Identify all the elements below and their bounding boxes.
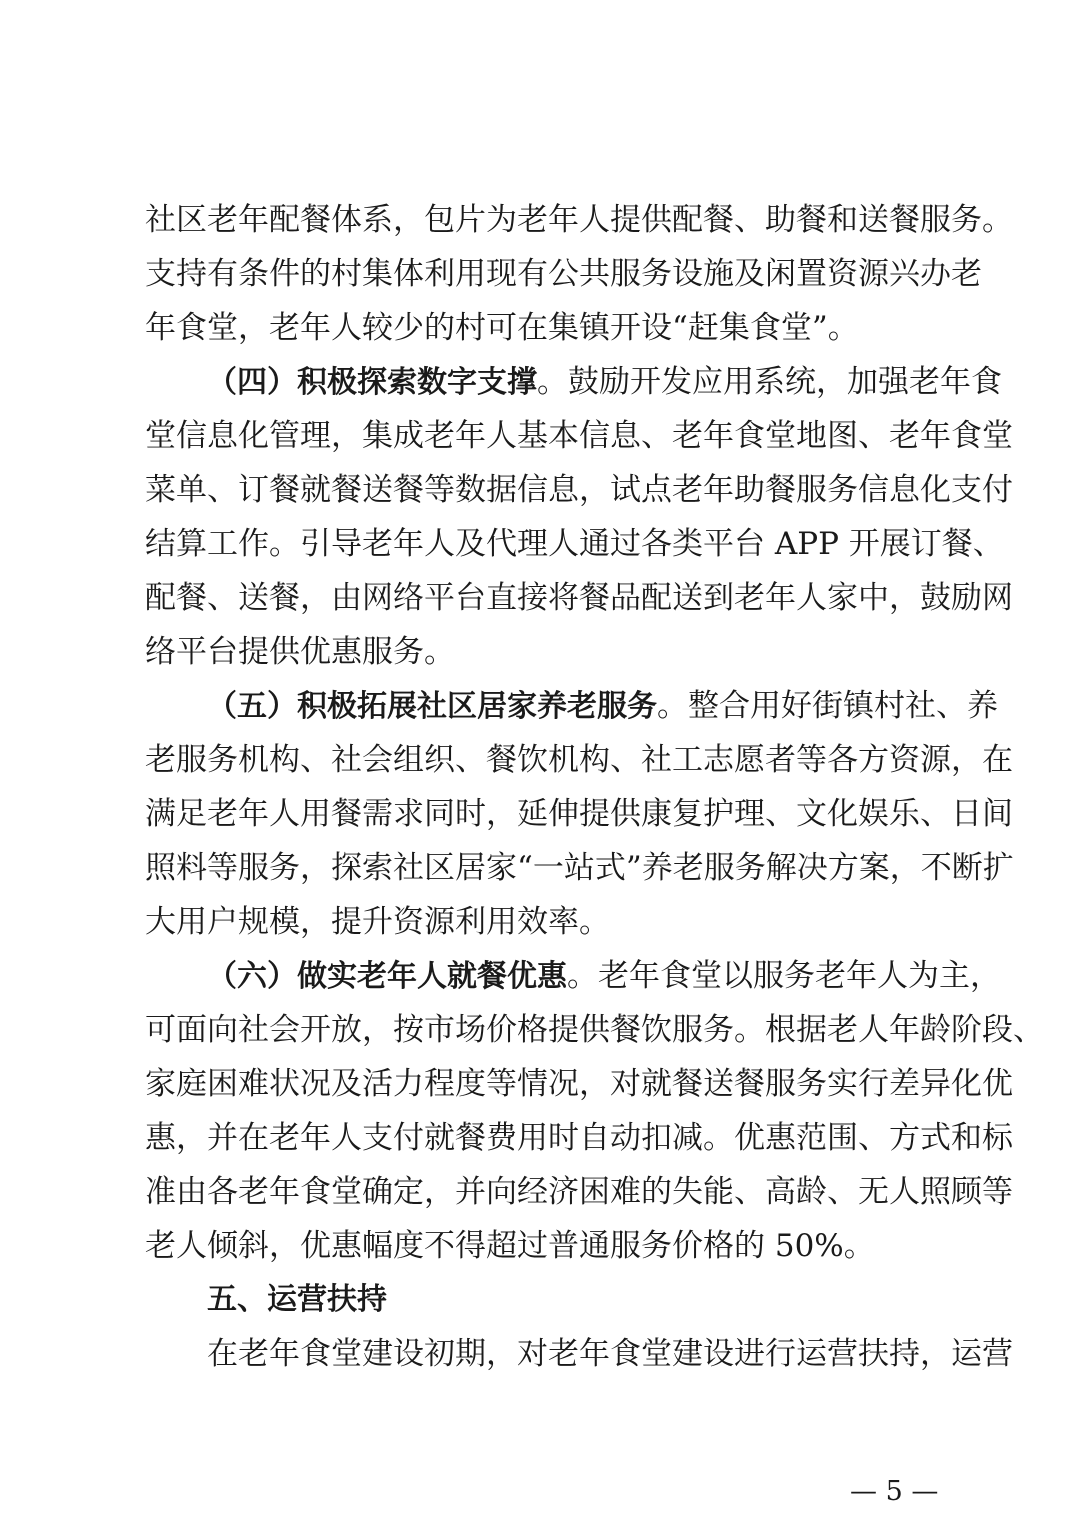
paragraph-lead: （四）积极探索数字支撑	[207, 365, 537, 400]
paragraph-1	[145, 193, 1013, 355]
page-number: — 5 —	[850, 1476, 939, 1507]
text-line: 家庭困难状况及活力程度等情况，对就餐送餐服务实行差异化优	[145, 1066, 1013, 1102]
paragraph-lead-rest: 。鼓励开发应用系统，加强老年食	[537, 364, 1002, 400]
text-line: 满足老年人用餐需求同时，延伸提供康复护理、文化娱乐、日间	[145, 796, 1013, 832]
paragraph-lead-rest: 。老年食堂以服务老年人为主，	[567, 958, 1001, 994]
text-line: 堂信息化管理，集成老年人基本信息、老年食堂地图、老年食堂	[145, 418, 1013, 454]
text-line: 大用户规模，提升资源利用效率。	[145, 904, 610, 940]
text-line: 支持有条件的村集体利用现有公共服务设施及闲置资源兴办老	[145, 256, 982, 292]
text-line: 准由各老年食堂确定，并向经济困难的失能、高龄、无人照顾等	[145, 1174, 1013, 1210]
text-line: 照料等服务，探索社区居家“一站式”养老服务解决方案，不断扩	[145, 850, 1014, 886]
text-line: 结算工作。引导老年人及代理人通过各类平台 APP 开展订餐、	[145, 526, 1004, 562]
text-line	[145, 949, 1001, 1003]
paragraph-4	[145, 949, 1044, 1273]
paragraph-3	[145, 679, 1014, 949]
text-line	[145, 679, 998, 733]
section-heading: 五、运营扶持	[207, 1282, 387, 1317]
text-line: 络平台提供优惠服务。	[145, 634, 455, 670]
paragraph-lead: （五）积极拓展社区居家养老服务	[207, 689, 657, 724]
document-page	[145, 193, 1044, 1381]
paragraph-2	[145, 355, 1013, 679]
text-line: 惠，并在老年人支付就餐费用时自动扣减。优惠范围、方式和标	[145, 1120, 1013, 1156]
text-line	[145, 355, 1002, 409]
text-line: 年食堂，老年人较少的村可在集镇开设“赶集食堂”。	[145, 310, 859, 346]
paragraph-lead: （六）做实老年人就餐优惠	[207, 959, 567, 994]
text-line: 在老年食堂建设初期，对老年食堂建设进行运营扶持，运营	[207, 1336, 1013, 1372]
text-line: 社区老年配餐体系，包片为老年人提供配餐、助餐和送餐服务。	[145, 202, 1013, 238]
text-line: 老人倾斜，优惠幅度不得超过普通服务价格的 50%。	[145, 1228, 875, 1264]
paragraph-lead-rest: 。整合用好街镇村社、养	[657, 688, 998, 724]
text-line: 配餐、送餐，由网络平台直接将餐品配送到老年人家中，鼓励网	[145, 580, 1013, 616]
text-line: 菜单、订餐就餐送餐等数据信息，试点老年助餐服务信息化支付	[145, 472, 1013, 508]
text-line: 可面向社会开放，按市场价格提供餐饮服务。根据老人年龄阶段、	[145, 1012, 1044, 1048]
text-line: 老服务机构、社会组织、餐饮机构、社工志愿者等各方资源，在	[145, 742, 1013, 778]
paragraph-5	[145, 1327, 1013, 1381]
